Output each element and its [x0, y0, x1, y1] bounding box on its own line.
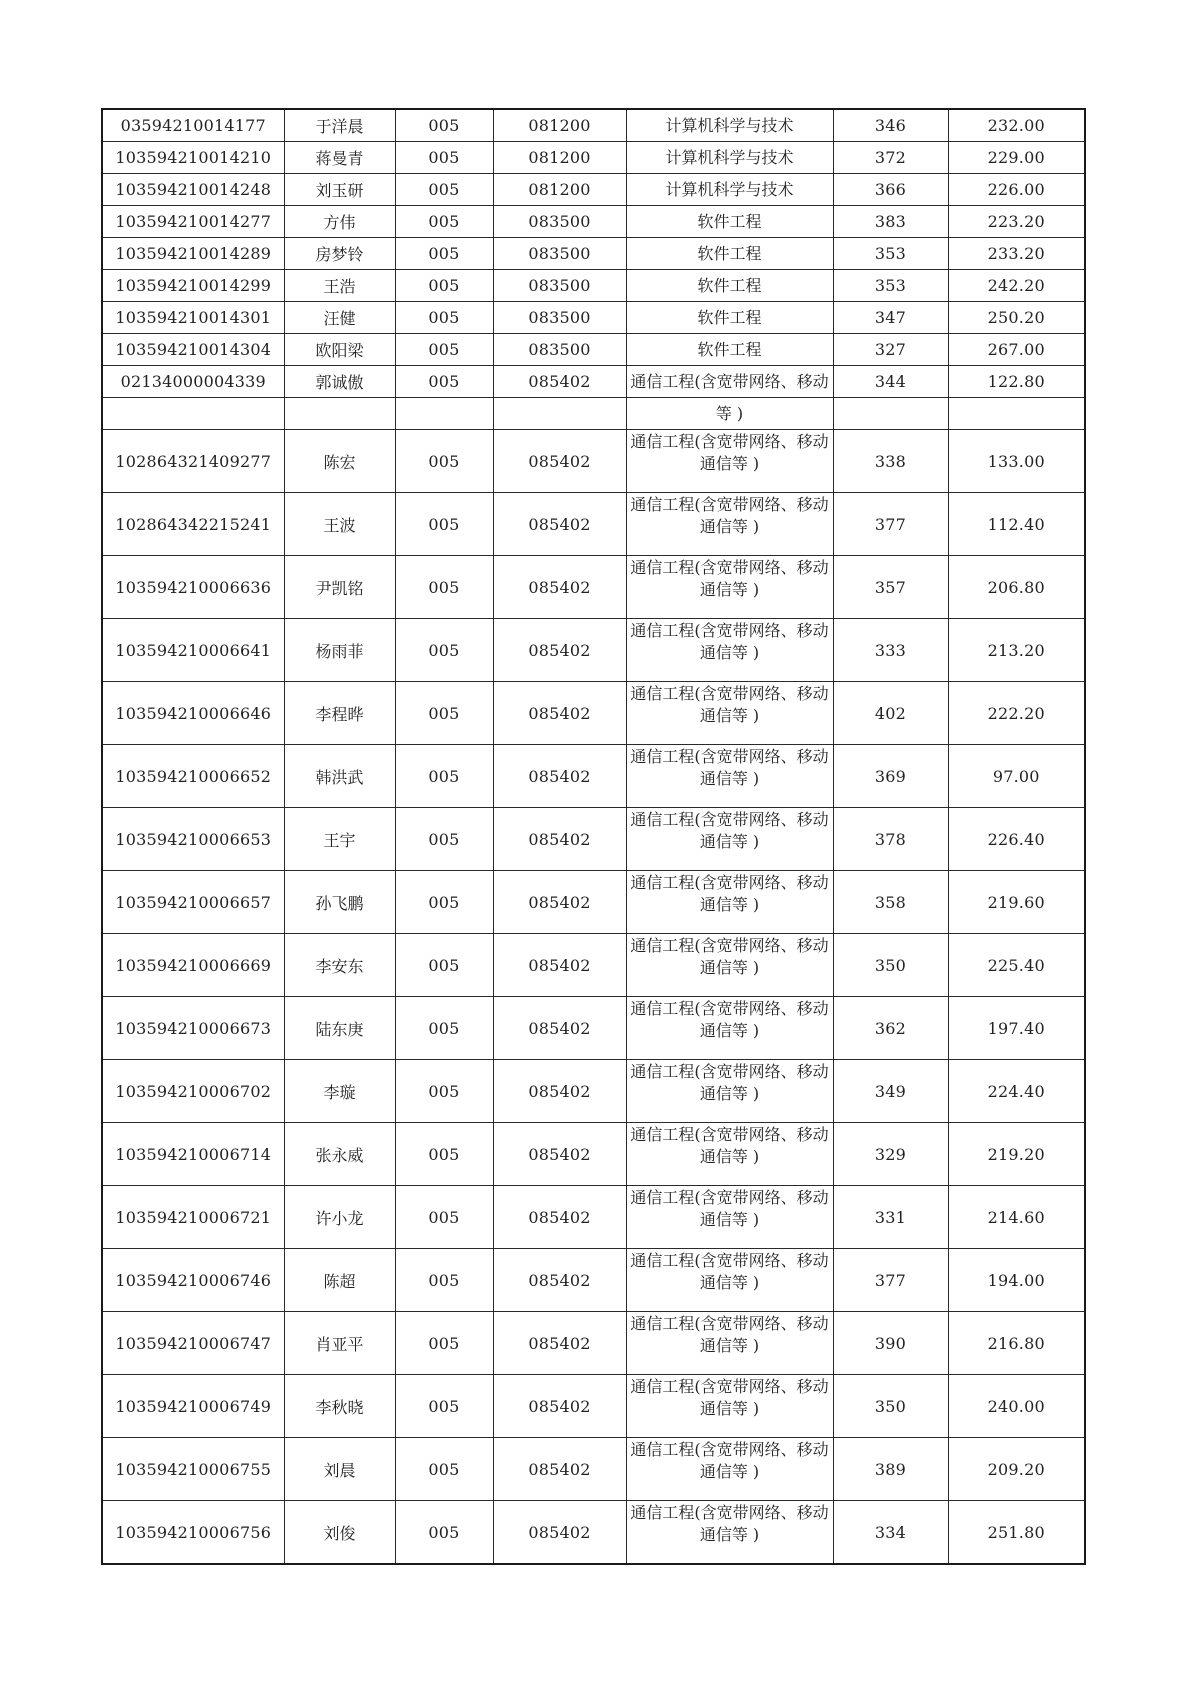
candidate-id-cell: 03594210014177 [102, 109, 284, 142]
table-body [102, 109, 1085, 1564]
exam-score-cell: 350 [833, 934, 948, 997]
major-name-cell [626, 997, 833, 1060]
exam-score-cell: 378 [833, 808, 948, 871]
table-row [102, 934, 1085, 997]
dept-code-cell: 005 [395, 366, 493, 398]
candidate-id-cell: 103594210006747 [102, 1312, 284, 1375]
exam-score-cell: 347 [833, 302, 948, 334]
exam-score-cell: 369 [833, 745, 948, 808]
table-row [102, 493, 1085, 556]
major-name-text: 通信工程(含宽带网络、移动通信等 ) [630, 684, 829, 725]
final-score-cell: 223.20 [948, 206, 1085, 238]
table-row [102, 1501, 1085, 1565]
table-row [102, 302, 1085, 334]
final-score-cell: 233.20 [948, 238, 1085, 270]
candidate-name-cell: 王宇 [284, 808, 395, 871]
candidate-name-cell: 杨雨菲 [284, 619, 395, 682]
major-name-text: 软件工程 [697, 307, 762, 327]
final-score-cell: 232.00 [948, 109, 1085, 142]
candidate-name-cell [284, 398, 395, 430]
major-name-cell [626, 619, 833, 682]
major-name-cell [626, 1060, 833, 1123]
candidate-name-cell: 汪健 [284, 302, 395, 334]
major-name-text: 通信工程(含宽带网络、移动通信等 ) [630, 1125, 829, 1166]
exam-score-cell: 377 [833, 493, 948, 556]
candidate-id-cell: 103594210006702 [102, 1060, 284, 1123]
final-score-cell: 240.00 [948, 1375, 1085, 1438]
exam-score-cell: 333 [833, 619, 948, 682]
admission-table [101, 108, 1086, 1565]
major-code-cell: 085402 [493, 1375, 626, 1438]
candidate-id-cell: 103594210006714 [102, 1123, 284, 1186]
final-score-cell: 122.80 [948, 366, 1085, 398]
final-score-cell: 225.40 [948, 934, 1085, 997]
table-row [102, 808, 1085, 871]
candidate-id-cell: 103594210006641 [102, 619, 284, 682]
exam-score-cell: 346 [833, 109, 948, 142]
table-row [102, 1249, 1085, 1312]
candidate-name-cell: 刘晨 [284, 1438, 395, 1501]
major-code-cell: 085402 [493, 430, 626, 493]
final-score-cell: 251.80 [948, 1501, 1085, 1565]
major-name-text: 计算机科学与技术 [665, 147, 794, 167]
major-code-cell: 085402 [493, 808, 626, 871]
major-name-text: 通信工程(含宽带网络、移动通信等 ) [630, 1188, 829, 1229]
table-row [102, 556, 1085, 619]
major-code-cell: 085402 [493, 556, 626, 619]
dept-code-cell: 005 [395, 556, 493, 619]
major-name-text: 计算机科学与技术 [665, 179, 794, 199]
dept-code-cell: 005 [395, 1375, 493, 1438]
table-row [102, 682, 1085, 745]
dept-code-cell: 005 [395, 1438, 493, 1501]
dept-code-cell: 005 [395, 430, 493, 493]
table-row [102, 997, 1085, 1060]
candidate-name-cell: 李秋晓 [284, 1375, 395, 1438]
exam-score-cell: 372 [833, 142, 948, 174]
major-name-text: 通信工程(含宽带网络、移动通信等 ) [630, 558, 829, 599]
dept-code-cell: 005 [395, 619, 493, 682]
major-name-text: 通信工程(含宽带网络、移动通信等 ) [630, 1440, 829, 1481]
candidate-name-cell: 郭诚傲 [284, 366, 395, 398]
final-score-cell: 224.40 [948, 1060, 1085, 1123]
major-name-text: 通信工程(含宽带网络、移动通信等 ) [630, 1377, 829, 1418]
final-score-cell: 222.20 [948, 682, 1085, 745]
major-code-cell: 083500 [493, 334, 626, 366]
major-code-cell: 083500 [493, 206, 626, 238]
candidate-id-cell: 103594210014301 [102, 302, 284, 334]
major-name-cell [626, 206, 833, 238]
exam-score-cell: 357 [833, 556, 948, 619]
candidate-name-cell: 许小龙 [284, 1186, 395, 1249]
candidate-name-cell: 张永威 [284, 1123, 395, 1186]
candidate-id-cell: 103594210014289 [102, 238, 284, 270]
candidate-id-cell: 103594210014299 [102, 270, 284, 302]
table-row [102, 109, 1085, 142]
major-name-text: 通信工程(含宽带网络、移动 [630, 371, 829, 391]
major-name-cell [626, 493, 833, 556]
final-score-cell: 112.40 [948, 493, 1085, 556]
major-code-cell: 085402 [493, 1123, 626, 1186]
final-score-cell: 267.00 [948, 334, 1085, 366]
major-name-cell [626, 1312, 833, 1375]
final-score-cell: 209.20 [948, 1438, 1085, 1501]
major-name-cell [626, 109, 833, 142]
major-name-text: 通信工程(含宽带网络、移动通信等 ) [630, 432, 829, 473]
exam-score-cell: 353 [833, 238, 948, 270]
major-name-text: 通信工程(含宽带网络、移动通信等 ) [630, 936, 829, 977]
major-name-cell [626, 1375, 833, 1438]
major-code-cell: 085402 [493, 934, 626, 997]
dept-code-cell: 005 [395, 1060, 493, 1123]
final-score-cell: 194.00 [948, 1249, 1085, 1312]
exam-score-cell: 366 [833, 174, 948, 206]
major-name-text: 软件工程 [697, 339, 762, 359]
dept-code-cell: 005 [395, 682, 493, 745]
major-code-cell: 085402 [493, 1060, 626, 1123]
candidate-name-cell: 刘俊 [284, 1501, 395, 1565]
final-score-cell: 219.20 [948, 1123, 1085, 1186]
major-name-text: 通信工程(含宽带网络、移动通信等 ) [630, 1251, 829, 1292]
exam-score-cell: 390 [833, 1312, 948, 1375]
candidate-name-cell: 李安东 [284, 934, 395, 997]
exam-score-cell: 377 [833, 1249, 948, 1312]
candidate-name-cell: 于洋晨 [284, 109, 395, 142]
dept-code-cell: 005 [395, 142, 493, 174]
candidate-id-cell [102, 398, 284, 430]
major-code-cell: 085402 [493, 1501, 626, 1565]
major-name-cell [626, 270, 833, 302]
table-row [102, 206, 1085, 238]
final-score-cell: 133.00 [948, 430, 1085, 493]
dept-code-cell: 005 [395, 206, 493, 238]
dept-code-cell: 005 [395, 1312, 493, 1375]
candidate-id-cell: 102864342215241 [102, 493, 284, 556]
exam-score-cell: 350 [833, 1375, 948, 1438]
exam-score-cell: 402 [833, 682, 948, 745]
candidate-name-cell: 房梦铃 [284, 238, 395, 270]
candidate-name-cell: 蒋曼青 [284, 142, 395, 174]
major-name-cell [626, 871, 833, 934]
candidate-id-cell: 103594210014210 [102, 142, 284, 174]
exam-score-cell: 349 [833, 1060, 948, 1123]
major-name-cell [626, 334, 833, 366]
dept-code-cell: 005 [395, 1501, 493, 1565]
candidate-name-cell: 陈超 [284, 1249, 395, 1312]
candidate-id-cell: 103594210006749 [102, 1375, 284, 1438]
exam-score-cell: 383 [833, 206, 948, 238]
major-name-text: 通信工程(含宽带网络、移动通信等 ) [630, 1314, 829, 1355]
major-code-cell: 085402 [493, 1249, 626, 1312]
candidate-id-cell: 103594210006755 [102, 1438, 284, 1501]
candidate-name-cell: 孙飞鹏 [284, 871, 395, 934]
table-row [102, 270, 1085, 302]
dept-code-cell: 005 [395, 109, 493, 142]
dept-code-cell: 005 [395, 871, 493, 934]
candidate-name-cell: 韩洪武 [284, 745, 395, 808]
major-code-cell: 081200 [493, 142, 626, 174]
candidate-id-cell: 103594210006657 [102, 871, 284, 934]
candidate-id-cell: 103594210006673 [102, 997, 284, 1060]
exam-score-cell: 353 [833, 270, 948, 302]
major-code-cell: 081200 [493, 174, 626, 206]
table-row [102, 1186, 1085, 1249]
dept-code-cell: 005 [395, 745, 493, 808]
table-row [102, 334, 1085, 366]
candidate-name-cell: 欧阳梁 [284, 334, 395, 366]
dept-code-cell: 005 [395, 334, 493, 366]
major-name-text: 通信工程(含宽带网络、移动通信等 ) [630, 810, 829, 851]
final-score-cell: 226.40 [948, 808, 1085, 871]
major-name-text: 通信工程(含宽带网络、移动通信等 ) [630, 621, 829, 662]
candidate-name-cell: 陆东庚 [284, 997, 395, 1060]
candidate-name-cell: 李璇 [284, 1060, 395, 1123]
major-name-text: 通信工程(含宽带网络、移动通信等 ) [630, 1503, 829, 1544]
major-code-cell: 085402 [493, 745, 626, 808]
table-row [102, 871, 1085, 934]
major-code-cell: 085402 [493, 619, 626, 682]
table-row [102, 398, 1085, 430]
final-score-cell: 214.60 [948, 1186, 1085, 1249]
dept-code-cell: 005 [395, 808, 493, 871]
final-score-cell [948, 398, 1085, 430]
candidate-id-cell: 02134000004339 [102, 366, 284, 398]
major-code-cell: 085402 [493, 1312, 626, 1375]
final-score-cell: 226.00 [948, 174, 1085, 206]
candidate-name-cell: 肖亚平 [284, 1312, 395, 1375]
exam-score-cell: 331 [833, 1186, 948, 1249]
major-code-cell: 085402 [493, 1438, 626, 1501]
major-name-cell [626, 1186, 833, 1249]
exam-score-cell: 358 [833, 871, 948, 934]
major-code-cell: 085402 [493, 1186, 626, 1249]
major-code-cell: 085402 [493, 366, 626, 398]
table-row [102, 1312, 1085, 1375]
major-name-text: 软件工程 [697, 243, 762, 263]
candidate-id-cell: 103594210014277 [102, 206, 284, 238]
major-name-cell [626, 1123, 833, 1186]
major-name-text: 通信工程(含宽带网络、移动通信等 ) [630, 999, 829, 1040]
major-code-cell: 085402 [493, 997, 626, 1060]
candidate-id-cell: 103594210006721 [102, 1186, 284, 1249]
candidate-id-cell: 103594210006646 [102, 682, 284, 745]
candidate-name-cell: 王波 [284, 493, 395, 556]
final-score-cell: 216.80 [948, 1312, 1085, 1375]
major-name-text: 计算机科学与技术 [665, 115, 794, 135]
candidate-id-cell: 103594210006669 [102, 934, 284, 997]
table-row [102, 174, 1085, 206]
table-row [102, 366, 1085, 398]
major-code-cell: 085402 [493, 493, 626, 556]
candidate-id-cell: 103594210006653 [102, 808, 284, 871]
final-score-cell: 213.20 [948, 619, 1085, 682]
major-code-cell: 081200 [493, 109, 626, 142]
major-name-text: 通信工程(含宽带网络、移动通信等 ) [630, 747, 829, 788]
exam-score-cell [833, 398, 948, 430]
final-score-cell: 206.80 [948, 556, 1085, 619]
candidate-name-cell: 刘玉研 [284, 174, 395, 206]
table-row [102, 142, 1085, 174]
exam-score-cell: 389 [833, 1438, 948, 1501]
dept-code-cell: 005 [395, 1186, 493, 1249]
table-row [102, 619, 1085, 682]
candidate-name-cell: 王浩 [284, 270, 395, 302]
candidate-name-cell: 陈宏 [284, 430, 395, 493]
final-score-cell: 219.60 [948, 871, 1085, 934]
candidate-id-cell: 103594210014304 [102, 334, 284, 366]
major-code-cell: 085402 [493, 682, 626, 745]
major-name-cell [626, 430, 833, 493]
dept-code-cell [395, 398, 493, 430]
major-name-cell [626, 1249, 833, 1312]
dept-code-cell: 005 [395, 997, 493, 1060]
table-row [102, 238, 1085, 270]
major-name-text: 通信工程(含宽带网络、移动通信等 ) [630, 495, 829, 536]
final-score-cell: 242.20 [948, 270, 1085, 302]
major-name-text: 软件工程 [697, 211, 762, 231]
dept-code-cell: 005 [395, 493, 493, 556]
dept-code-cell: 005 [395, 174, 493, 206]
major-name-cell [626, 238, 833, 270]
major-name-cell [626, 1501, 833, 1565]
dept-code-cell: 005 [395, 238, 493, 270]
major-name-text: 软件工程 [697, 275, 762, 295]
final-score-cell: 250.20 [948, 302, 1085, 334]
major-name-cell [626, 934, 833, 997]
candidate-id-cell: 102864321409277 [102, 430, 284, 493]
exam-score-cell: 334 [833, 1501, 948, 1565]
table-row [102, 1438, 1085, 1501]
table-row [102, 1375, 1085, 1438]
major-name-cell [626, 808, 833, 871]
major-name-text: 等 ) [715, 403, 744, 423]
candidate-name-cell: 方伟 [284, 206, 395, 238]
table-row [102, 430, 1085, 493]
major-name-cell [626, 366, 833, 398]
candidate-id-cell: 103594210006652 [102, 745, 284, 808]
major-name-cell [626, 745, 833, 808]
exam-score-cell: 338 [833, 430, 948, 493]
dept-code-cell: 005 [395, 1123, 493, 1186]
dept-code-cell: 005 [395, 1249, 493, 1312]
candidate-id-cell: 103594210006746 [102, 1249, 284, 1312]
major-name-cell [626, 682, 833, 745]
final-score-cell: 197.40 [948, 997, 1085, 1060]
candidate-name-cell: 尹凯铭 [284, 556, 395, 619]
major-name-cell [626, 398, 833, 430]
table-row [102, 1060, 1085, 1123]
exam-score-cell: 329 [833, 1123, 948, 1186]
major-name-cell [626, 174, 833, 206]
major-name-text: 通信工程(含宽带网络、移动通信等 ) [630, 1062, 829, 1103]
final-score-cell: 97.00 [948, 745, 1085, 808]
candidate-name-cell: 李程晔 [284, 682, 395, 745]
major-name-cell [626, 302, 833, 334]
major-code-cell: 083500 [493, 302, 626, 334]
candidate-id-cell: 103594210014248 [102, 174, 284, 206]
table-row [102, 745, 1085, 808]
major-name-cell [626, 142, 833, 174]
exam-score-cell: 362 [833, 997, 948, 1060]
major-code-cell: 085402 [493, 871, 626, 934]
final-score-cell: 229.00 [948, 142, 1085, 174]
dept-code-cell: 005 [395, 302, 493, 334]
major-name-cell [626, 556, 833, 619]
candidate-id-cell: 103594210006756 [102, 1501, 284, 1565]
table-row [102, 1123, 1085, 1186]
major-code-cell: 083500 [493, 270, 626, 302]
major-name-text: 通信工程(含宽带网络、移动通信等 ) [630, 873, 829, 914]
exam-score-cell: 344 [833, 366, 948, 398]
major-code-cell: 083500 [493, 238, 626, 270]
exam-score-cell: 327 [833, 334, 948, 366]
major-code-cell [493, 398, 626, 430]
dept-code-cell: 005 [395, 934, 493, 997]
dept-code-cell: 005 [395, 270, 493, 302]
candidate-id-cell: 103594210006636 [102, 556, 284, 619]
major-name-cell [626, 1438, 833, 1501]
